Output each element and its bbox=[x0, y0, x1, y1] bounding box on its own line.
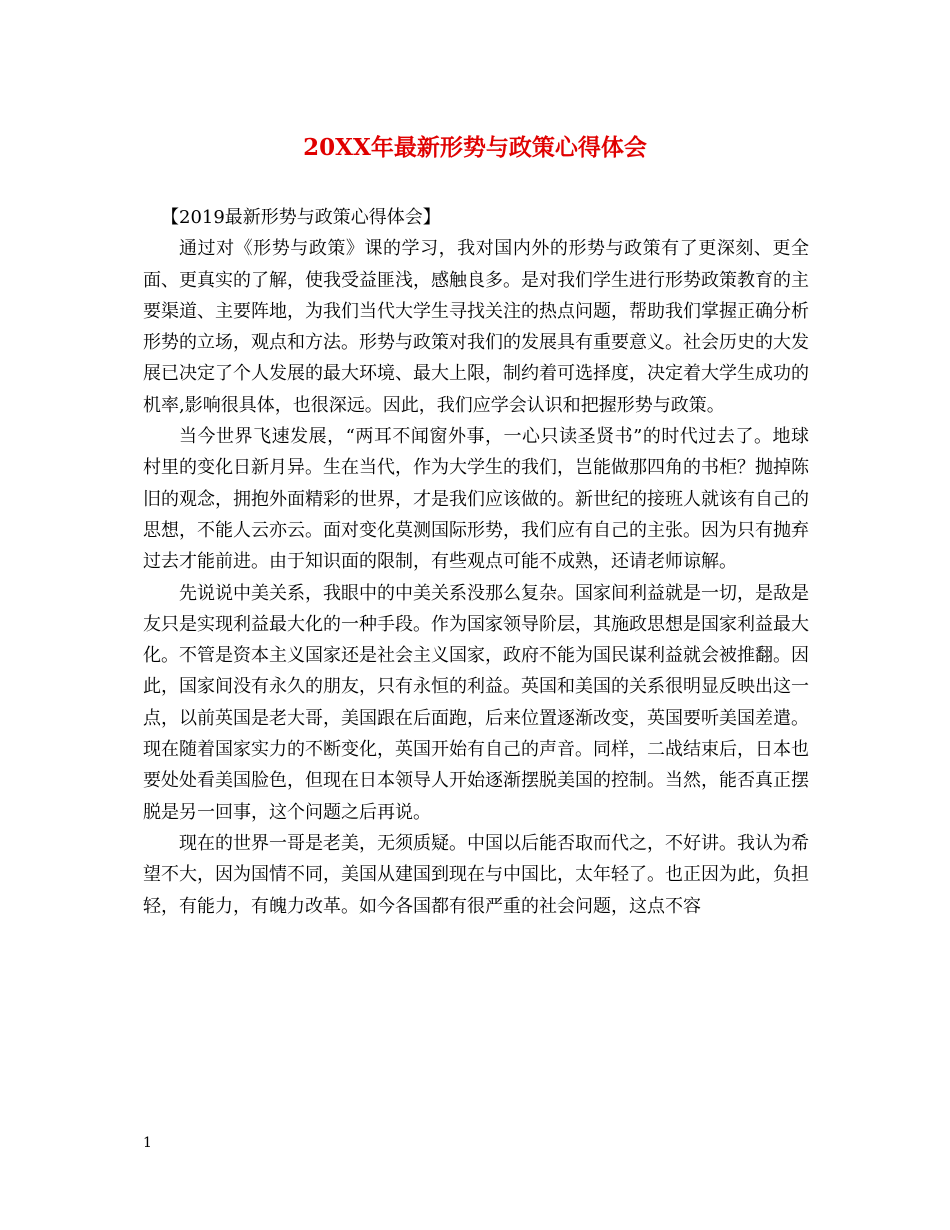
paragraph-3: 先说说中美关系，我眼中的中美关系没那么复杂。国家间利益就是一切，是敌是友只是实现利益最大化的一种手段。作为国家领导阶层，其施政思想是国家利益最大化。不管是资本主义国家还是社会主义国家，政府不能为国民谋利益就会被推翻。因此，国家间没有永久的朋友，只有永恒的利益。英国和美国的关系很明显反映出这一点，以前英国是老大哥，美国跟在后面跑，后来位置逐渐改变，英国要听美国差遣。现在随着国家实力的不断变化，英国开始有自己的声音。同样，二战结束后，日本也要处处看美国脸色，但现在日本领导人开始逐渐摆脱美国的控制。当然，能否真正摆脱是另一回事，这个问题之后再说。 bbox=[143, 582, 809, 823]
document-title: 20XX年最新形势与政策心得体会 bbox=[303, 134, 647, 161]
paragraph-4: 现在的世界一哥是老美，无须质疑。中国以后能否取而代之，不好讲。我认为希望不大，因为国情不同，美国从建国到现在与中国比，太年轻了。也正因为此，负担轻，有能力，有魄力改革。如今各国都有很严重的社会问题，这点不容 bbox=[143, 832, 809, 917]
document-subtitle: 【2019最新形势与政策心得体会】 bbox=[161, 207, 441, 228]
paragraph-1: 通过对《形势与政策》课的学习，我对国内外的形势与政策有了更深刻、更全面、更真实的了解，使我受益匪浅，感触良多。是对我们学生进行形势政策教育的主要渠道、主要阵地，为我们当代大学生寻找关注的热点问题，帮助我们掌握正确分析形势的立场，观点和方法。形势与政策对我们的发展具有重要意义。社会历史的大发展已决定了个人发展的最大环境、最大上限，制约着可选择度，决定着大学生成功的机率,影响很具体，也很深远。因此，我们应学会认识和把握形势与政策。 bbox=[143, 238, 809, 416]
page-number: 1 bbox=[143, 1135, 152, 1151]
document-body bbox=[143, 202, 809, 922]
paragraph-2: 当今世界飞速发展，“两耳不闻窗外事，一心只读圣贤书”的时代过去了。地球村里的变化日新月异。生在当代，作为大学生的我们，岂能做那四角的书柜？抛掉陈旧的观念，拥抱外面精彩的世界，才是我们应该做的。新世纪的接班人就该有自己的思想，不能人云亦云。面对变化莫测国际形势，我们应有自己的主张。因为只有抛弃过去才能前进。由于知识面的限制，有些观点可能不成熟，还请老师谅解。 bbox=[143, 426, 809, 573]
